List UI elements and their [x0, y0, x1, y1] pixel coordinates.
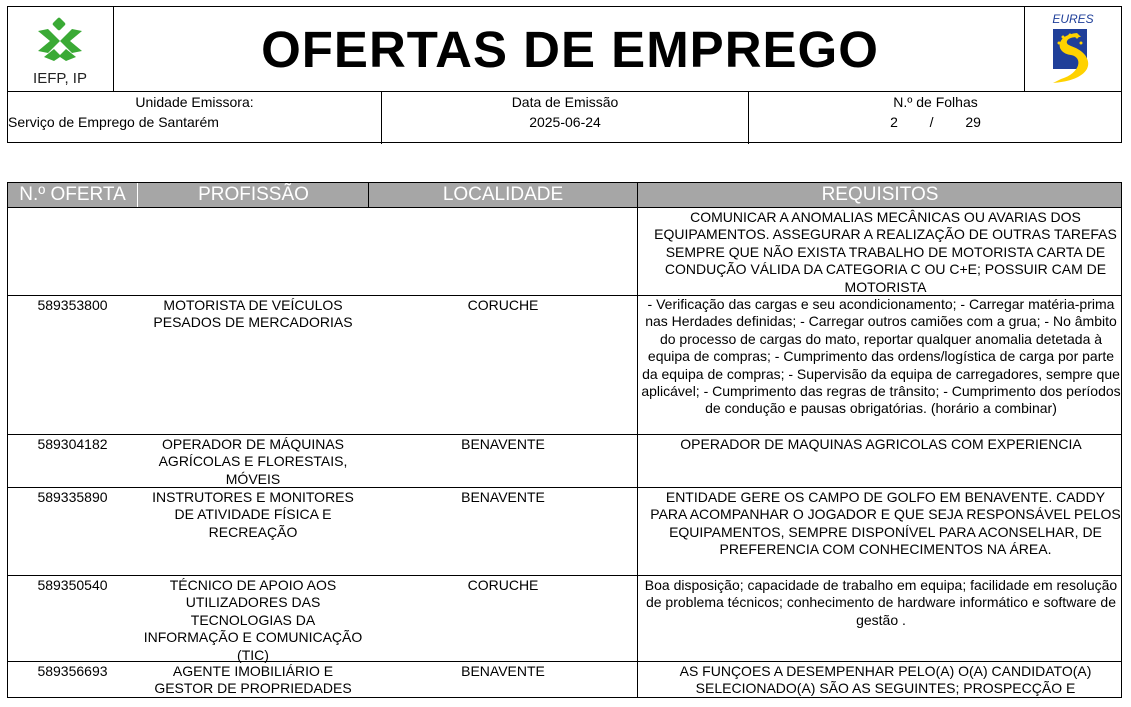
locality: BENAVENTE [461, 436, 545, 452]
issue-date-label: Data de Emissão [511, 94, 619, 110]
table-header [7, 182, 1122, 208]
document-header [7, 6, 1122, 143]
col-header-locality: LOCALIDADE [369, 183, 638, 207]
logo-text: IEFP, IP [33, 70, 87, 87]
requirements: AS FUNÇOES A DESEMPENHAR PELO(A) O(A) CANDIDATO(A) SELECIONADO(A) SÃO AS SEGUINTES; PROSPECÇÃO E [679, 663, 1092, 697]
sheet-separator: / [929, 114, 934, 130]
issuing-unit-label: Unidade Emissora: [135, 94, 254, 110]
locality: BENAVENTE [461, 489, 545, 505]
offer-number: 589356693 [37, 663, 108, 679]
eures-logo [1024, 7, 1121, 91]
issuing-unit-cell [8, 92, 382, 144]
locality: CORUCHE [467, 297, 539, 313]
sheet-count-value [749, 114, 1122, 130]
table-row [7, 296, 1122, 435]
col-header-profession: PROFISSÃO [139, 183, 369, 207]
eures-text: EURES [1052, 12, 1094, 26]
profession: MOTORISTA DE VEÍCULOS PESADOS DE MERCADORIAS [153, 297, 353, 331]
table-row [7, 662, 1122, 698]
locality: BENAVENTE [461, 663, 545, 679]
profession: OPERADOR DE MÁQUINAS AGRÍCOLAS E FLORESTAIS, MÓVEIS [158, 436, 348, 487]
table-row [7, 435, 1122, 488]
requirements: OPERADOR DE MAQUINAS AGRICOLAS COM EXPERIENCIA [680, 436, 1082, 452]
locality: CORUCHE [467, 577, 539, 593]
offer-number: 589335890 [37, 489, 108, 505]
requirements: ENTIDADE GERE OS CAMPO DE GOLFO EM BENAVENTE. CADDY PARA ACOMPANHAR O JOGADOR E QUE SEJA RESPONSÁVEL PELOS EQUIPAMENTOS, SEMPRE DISPONÍVEL PARA ACONSELHAR, DE PREFERENCIA COM CONHECIMENTOS NA ÁREA. [650, 489, 1121, 558]
offer-number: 589304182 [37, 436, 108, 452]
col-header-requirements: REQUISITOS [821, 184, 939, 205]
requirements: - Verificação das cargas e seu acondicionamento; - Carregar matéria-prima nas Herdades definidas; - Carregar outros camiões com a grua; - No âmbito do processo de cargas do mato, reportar qualquer anomalia detetada à equipa de compras; - Cumprimento das ordens/logística de carga por parte da equipa de compras; - Supervisão da equipa de carregadores, sempre que aplicável; - Cumprimento das regras de trânsito; - Cumprimento dos períodos de condução e pausas obrigatórias. (horário a combinar) [641, 296, 1121, 417]
sheet-total: 29 [965, 114, 981, 130]
offer-number: 589350540 [37, 577, 108, 593]
table-row [7, 488, 1122, 576]
page-title: OFERTAS DE EMPREGO [261, 20, 879, 78]
col-header-offer-number: N.º OFERTA [8, 183, 138, 207]
profession: INSTRUTORES E MONITORES DE ATIVIDADE FÍSICA E RECREAÇÃO [152, 489, 354, 540]
issue-date-cell [382, 92, 749, 144]
table-row [7, 208, 1122, 296]
requirements: Boa disposição; capacidade de trabalho em equipa; facilidade em resolução de problema técnicos; conhecimento de hardware informático e software de gestão . [644, 577, 1118, 628]
sheet-current: 2 [890, 114, 898, 130]
offer-number: 589353800 [37, 297, 108, 313]
issue-date-value: 2025-06-24 [529, 114, 601, 130]
sheet-count-label: N.º de Folhas [893, 94, 978, 110]
profession: TÉCNICO DE APOIO AOS UTILIZADORES DAS TECNOLOGIAS DA INFORMAÇÃO E COMUNICAÇÃO (TIC) [143, 577, 363, 663]
issuing-unit-value: Serviço de Emprego de Santarém [8, 114, 219, 130]
sheet-count-cell [749, 92, 1122, 144]
profession: AGENTE IMOBILIÁRIO E GESTOR DE PROPRIEDADES [154, 663, 352, 697]
requirements: COMUNICAR A ANOMALIAS MECÂNICAS OU AVARIAS DOS EQUIPAMENTOS. ASSEGURAR A REALIZAÇÃO DE OUTRAS TAREFAS SEMPRE QUE NÃO EXISTA TRABALHO DE MOTORISTA CARTA DE CONDUÇÃO VÁLIDA DA CATEGORIA C OU C+E; POSSUIR CAM DE MOTORISTA [654, 209, 1117, 295]
iefp-logo [8, 7, 114, 91]
header-info-row [8, 91, 1121, 144]
table-row [7, 576, 1122, 662]
